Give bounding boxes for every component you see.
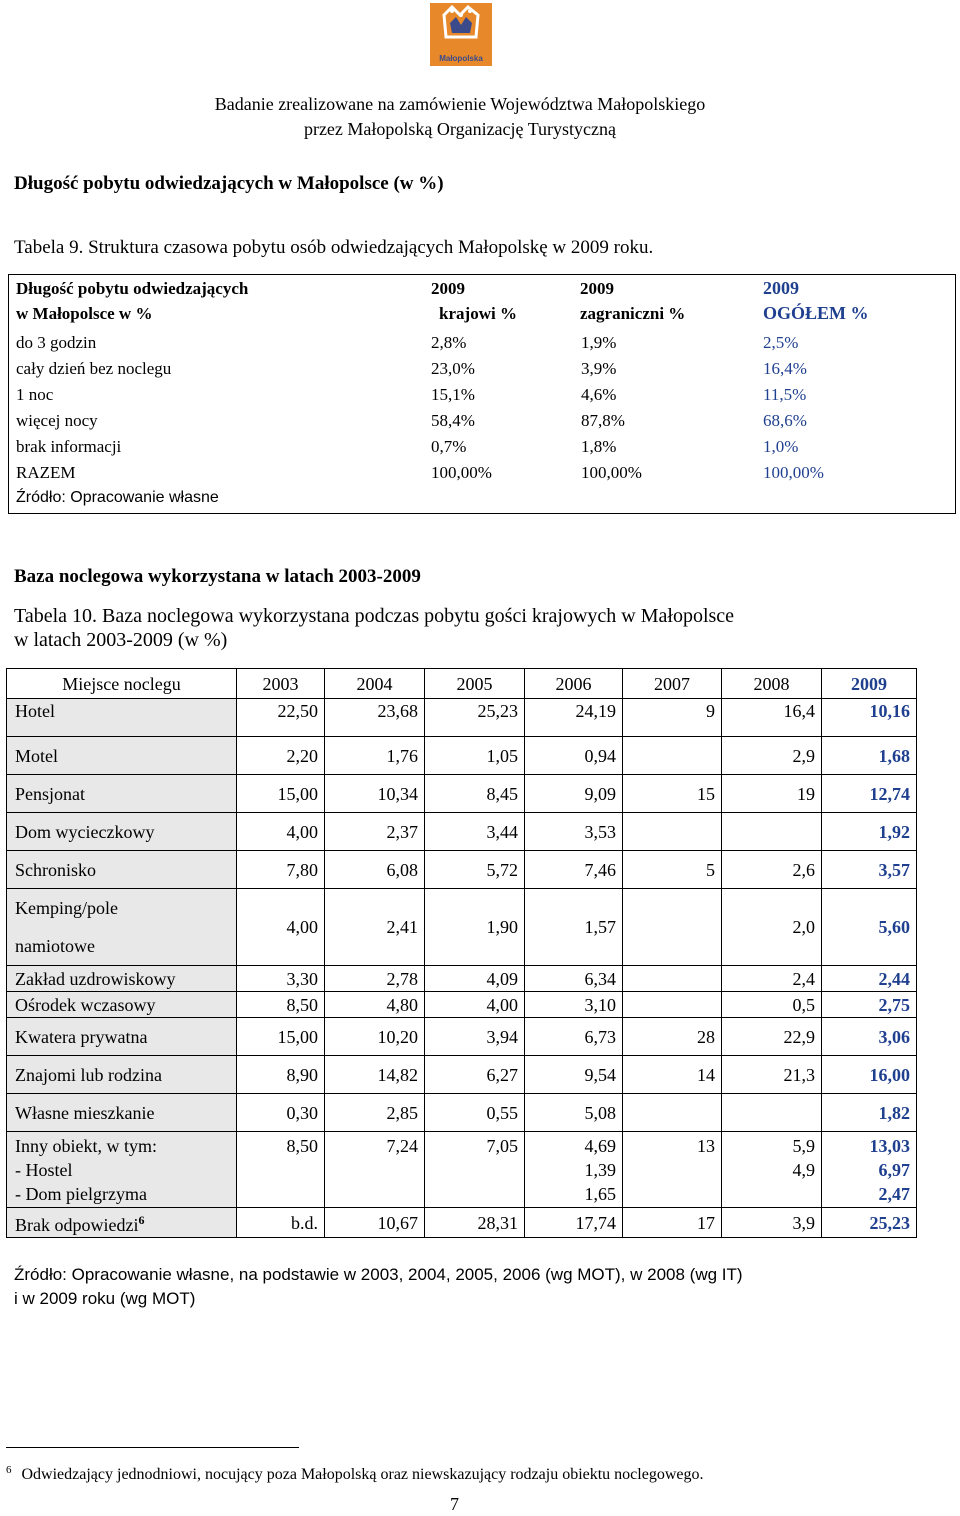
cell-2004: 23,68 xyxy=(325,699,425,737)
table9-row-zagraniczni: 1,9% xyxy=(581,333,617,352)
table-row xyxy=(7,992,917,1018)
cell-2004: 2,85 xyxy=(325,1094,425,1132)
table9-header-col1-line1: Długość pobytu odwiedzających xyxy=(16,279,249,298)
cell-2006: 6,34 xyxy=(525,966,623,992)
malopolska-logo xyxy=(430,3,492,66)
table9-row-krajowi: 23,0% xyxy=(431,359,475,378)
table9-row-zagraniczni: 87,8% xyxy=(581,411,625,430)
table-row xyxy=(7,775,917,813)
table10-grid xyxy=(6,668,917,1238)
cell-2003: 22,50 xyxy=(237,699,325,737)
cell-2007: 28 xyxy=(623,1018,722,1056)
cell-2004: 10,34 xyxy=(325,775,425,813)
cell-2005: 1,05 xyxy=(425,737,525,775)
cell-2005: 25,23 xyxy=(425,699,525,737)
cell-2004: 10,20 xyxy=(325,1018,425,1056)
table10-caption xyxy=(14,604,734,652)
cell-2007 xyxy=(623,966,722,992)
cell-2005: 28,31 xyxy=(425,1208,525,1238)
cell-2003: 4,00 xyxy=(237,889,325,966)
cell-2007 xyxy=(623,889,722,966)
row-label-line1: Kemping/pole xyxy=(15,898,118,918)
table-row xyxy=(7,1132,917,1208)
table10-source-line2: i w 2009 roku (wg MOT) xyxy=(14,1289,196,1308)
table9-header-col3-line2: zagraniczni % xyxy=(580,304,686,323)
cell-2004: 2,78 xyxy=(325,966,425,992)
footnote-ref: 6 xyxy=(138,1213,145,1227)
cell-2008: 2,6 xyxy=(722,851,822,889)
table10-caption-line1: Tabela 10. Baza noclegowa wykorzystana podczas pobytu gości krajowych w Małopolsce xyxy=(14,605,735,627)
cell-2008: 21,3 xyxy=(722,1056,822,1094)
cell-2009: 12,74 xyxy=(822,775,917,813)
cell-2003: 15,00 xyxy=(237,1018,325,1056)
table9-row-krajowi: 2,8% xyxy=(431,333,467,352)
row-label-line2: - Hostel xyxy=(15,1160,73,1180)
cell-2003: 4,00 xyxy=(237,813,325,851)
table9-header-col2-line2: krajowi % xyxy=(439,304,517,323)
cell-2009: 1,92 xyxy=(822,813,917,851)
cell-2003: 8,50 xyxy=(237,992,325,1018)
cell-2008-line1: 5,9 xyxy=(792,1136,815,1156)
cell-2008: 0,5 xyxy=(722,992,822,1018)
table9-row-ogolem: 11,5% xyxy=(763,385,807,404)
cell-2005: 3,94 xyxy=(425,1018,525,1056)
table9-row-label: cały dzień bez noclegu xyxy=(16,359,172,378)
table10-header-year-2009: 2009 xyxy=(822,669,917,699)
cell-2008 xyxy=(722,1094,822,1132)
cell-2003: 0,30 xyxy=(237,1094,325,1132)
cell-2008: 16,4 xyxy=(722,699,822,737)
row-label: Własne mieszkanie xyxy=(7,1094,237,1132)
table-row xyxy=(7,1208,917,1238)
row-label-text: Brak odpowiedzi xyxy=(15,1215,139,1235)
row-label xyxy=(7,1132,237,1208)
table-row xyxy=(7,1056,917,1094)
cell-2004: 2,41 xyxy=(325,889,425,966)
table10-source-line1: Źródło: Opracowanie własne, na podstawie w 2003, 2004, 2005, 2006 (wg MOT), w 2008 (wg IT) xyxy=(14,1265,743,1284)
row-label: Dom wycieczkowy xyxy=(7,813,237,851)
row-label: Kwatera prywatna xyxy=(7,1018,237,1056)
cell-2005: 3,44 xyxy=(425,813,525,851)
cell-2007 xyxy=(623,992,722,1018)
cell-2004: 10,67 xyxy=(325,1208,425,1238)
table-row xyxy=(7,737,917,775)
cell-2006: 9,09 xyxy=(525,775,623,813)
cell-2009: 16,00 xyxy=(822,1056,917,1094)
cell-2006: 6,73 xyxy=(525,1018,623,1056)
cell-2006: 1,57 xyxy=(525,889,623,966)
table10-header-row xyxy=(7,669,917,699)
cell-2003: 8,50 xyxy=(237,1132,325,1208)
row-label: Ośrodek wczasowy xyxy=(7,992,237,1018)
table-row xyxy=(7,1018,917,1056)
table9-header-col4-line2: OGÓŁEM % xyxy=(763,303,869,323)
table9-row-label: RAZEM xyxy=(16,463,76,482)
cell-2006: 24,19 xyxy=(525,699,623,737)
cell-2004: 6,08 xyxy=(325,851,425,889)
table10-header-year: 2005 xyxy=(425,669,525,699)
logo-mark-icon xyxy=(430,3,492,53)
table9-row-krajowi: 100,00% xyxy=(431,463,492,482)
cell-2009-line2: 6,97 xyxy=(878,1160,910,1180)
table10-header-year: 2004 xyxy=(325,669,425,699)
table9-row-krajowi: 15,1% xyxy=(431,385,475,404)
table9-row-zagraniczni: 100,00% xyxy=(581,463,642,482)
cell-2009: 1,68 xyxy=(822,737,917,775)
cell-2007 xyxy=(623,813,722,851)
cell-2003: 7,80 xyxy=(237,851,325,889)
section-title-stay-length: Długość pobytu odwiedzających w Małopolsce (w %) xyxy=(14,173,444,194)
cell-2009 xyxy=(822,1132,917,1208)
cell-2008 xyxy=(722,1132,822,1208)
row-label: Zakład uzdrowiskowy xyxy=(7,966,237,992)
table-row xyxy=(7,851,917,889)
table9-row-label: brak informacji xyxy=(16,437,122,456)
cell-2008-line2: 4,9 xyxy=(792,1160,815,1180)
table10-header-year: 2007 xyxy=(623,669,722,699)
cell-2008: 22,9 xyxy=(722,1018,822,1056)
cell-2007 xyxy=(623,1094,722,1132)
table10-header-place: Miejsce noclegu xyxy=(7,669,237,699)
cell-2007: 5 xyxy=(623,851,722,889)
row-label-line1: Inny obiekt, w tym: xyxy=(15,1136,157,1156)
table9-row-label: do 3 godzin xyxy=(16,333,97,352)
table9-source: Źródło: Opracowanie własne xyxy=(16,489,219,506)
cell-2005: 0,55 xyxy=(425,1094,525,1132)
cell-2003: 15,00 xyxy=(237,775,325,813)
cell-2004: 4,80 xyxy=(325,992,425,1018)
row-label: Pensjonat xyxy=(7,775,237,813)
cell-2005: 5,72 xyxy=(425,851,525,889)
cell-2009-line1: 13,03 xyxy=(869,1136,910,1156)
cell-2006: 7,46 xyxy=(525,851,623,889)
cell-2008 xyxy=(722,813,822,851)
row-label-line3: - Dom pielgrzyma xyxy=(15,1184,147,1204)
row-label: Hotel xyxy=(7,699,237,737)
cell-2004: 2,37 xyxy=(325,813,425,851)
table10-header-year: 2006 xyxy=(525,669,623,699)
table9-row-ogolem: 2,5% xyxy=(763,333,799,352)
table9-header-col2-line1: 2009 xyxy=(431,279,465,298)
cell-2006: 9,54 xyxy=(525,1056,623,1094)
cell-2009: 2,44 xyxy=(822,966,917,992)
section-title-accommodation: Baza noclegowa wykorzystana w latach 2003-2009 xyxy=(14,566,421,587)
cell-2009: 3,57 xyxy=(822,851,917,889)
table9-row-label: więcej nocy xyxy=(16,411,98,430)
cell-2006: 5,08 xyxy=(525,1094,623,1132)
table9-row-zagraniczni: 3,9% xyxy=(581,359,617,378)
cell-2007: 15 xyxy=(623,775,722,813)
cell-2005: 1,90 xyxy=(425,889,525,966)
cell-2007: 17 xyxy=(623,1208,722,1238)
cell-2007: 13 xyxy=(623,1132,722,1208)
cell-2006-line3: 1,65 xyxy=(584,1184,616,1204)
table9-row-label: 1 noc xyxy=(16,385,54,404)
table-row xyxy=(7,699,917,737)
table9-header-col4 xyxy=(763,276,869,326)
cell-2006: 3,10 xyxy=(525,992,623,1018)
row-label xyxy=(7,889,237,966)
cell-2009: 1,82 xyxy=(822,1094,917,1132)
cell-2007: 14 xyxy=(623,1056,722,1094)
cell-2006-line1: 4,69 xyxy=(584,1136,616,1156)
cell-2009: 25,23 xyxy=(822,1208,917,1238)
table10-caption-line2: w latach 2003-2009 (w %) xyxy=(14,629,228,651)
table9-row-krajowi: 0,7% xyxy=(431,437,467,456)
row-label: Znajomi lub rodzina xyxy=(7,1056,237,1094)
cell-2005: 4,09 xyxy=(425,966,525,992)
header-line-1: Badanie zrealizowane na zamówienie Województwa Małopolskiego xyxy=(214,94,706,114)
cell-2003: 8,90 xyxy=(237,1056,325,1094)
table-row xyxy=(7,813,917,851)
cell-2008: 2,9 xyxy=(722,737,822,775)
cell-2009: 2,75 xyxy=(822,992,917,1018)
cell-2003: 3,30 xyxy=(237,966,325,992)
cell-2008: 2,4 xyxy=(722,966,822,992)
table9-header-col1-line2: w Małopolsce w % xyxy=(16,304,153,323)
cell-2009: 5,60 xyxy=(822,889,917,966)
row-label-line2: namiotowe xyxy=(15,936,95,956)
cell-2006: 3,53 xyxy=(525,813,623,851)
table9-row-zagraniczni: 1,8% xyxy=(581,437,617,456)
cell-2005: 6,27 xyxy=(425,1056,525,1094)
cell-2006: 0,94 xyxy=(525,737,623,775)
cell-2009: 3,06 xyxy=(822,1018,917,1056)
table9-row-ogolem: 1,0% xyxy=(763,437,799,456)
cell-2004: 14,82 xyxy=(325,1056,425,1094)
table9-header-col3 xyxy=(580,276,685,326)
cell-2006 xyxy=(525,1132,623,1208)
cell-2008: 2,0 xyxy=(722,889,822,966)
page-number: 7 xyxy=(450,1494,459,1514)
table9-header-col4-line1: 2009 xyxy=(763,278,799,298)
footnote-mark: 6 xyxy=(6,1464,12,1476)
row-label: Motel xyxy=(7,737,237,775)
table-row xyxy=(7,1094,917,1132)
cell-2004: 1,76 xyxy=(325,737,425,775)
cell-2007: 9 xyxy=(623,699,722,737)
cell-2008: 19 xyxy=(722,775,822,813)
table10-source xyxy=(14,1263,743,1311)
row-label: Schronisko xyxy=(7,851,237,889)
cell-2006: 17,74 xyxy=(525,1208,623,1238)
header-line-2: przez Małopolską Organizację Turystyczną xyxy=(303,119,617,139)
cell-2005: 7,05 xyxy=(425,1132,525,1208)
cell-2005: 4,00 xyxy=(425,992,525,1018)
cell-2004: 7,24 xyxy=(325,1132,425,1208)
footnote-divider xyxy=(6,1447,299,1448)
table10-header-year: 2003 xyxy=(237,669,325,699)
cell-2009-line3: 2,47 xyxy=(878,1184,910,1204)
table-row xyxy=(7,966,917,992)
table9-header-col1 xyxy=(16,276,248,326)
table9-row-krajowi: 58,4% xyxy=(431,411,475,430)
cell-2003: 2,20 xyxy=(237,737,325,775)
table9-header-col3-line1: 2009 xyxy=(580,279,614,298)
cell-2006-line2: 1,39 xyxy=(584,1160,616,1180)
row-label xyxy=(7,1208,237,1238)
table9-row-ogolem: 16,4% xyxy=(763,359,807,378)
footnote-text: Odwiedzający jednodniowi, nocujący poza Małopolską oraz niewskazujący rodzaju obiektu noclegowego. xyxy=(21,1466,704,1484)
logo-caption: Małopolska xyxy=(439,54,483,63)
table9-header-col2 xyxy=(428,276,528,326)
cell-2009: 10,16 xyxy=(822,699,917,737)
table-row xyxy=(7,889,917,966)
footnote xyxy=(6,1459,703,1486)
table-accommodation xyxy=(6,668,916,1238)
cell-2008: 3,9 xyxy=(722,1208,822,1238)
table9-caption: Tabela 9. Struktura czasowa pobytu osób odwiedzających Małopolskę w 2009 roku. xyxy=(14,237,654,258)
table10-header-year: 2008 xyxy=(722,669,822,699)
table9-row-ogolem: 68,6% xyxy=(763,411,807,430)
cell-2007 xyxy=(623,737,722,775)
cell-2005: 8,45 xyxy=(425,775,525,813)
cell-2003: b.d. xyxy=(237,1208,325,1238)
table9-row-ogolem: 100,00% xyxy=(763,463,824,482)
table9-row-zagraniczni: 4,6% xyxy=(581,385,617,404)
table-stay-structure xyxy=(8,274,956,514)
